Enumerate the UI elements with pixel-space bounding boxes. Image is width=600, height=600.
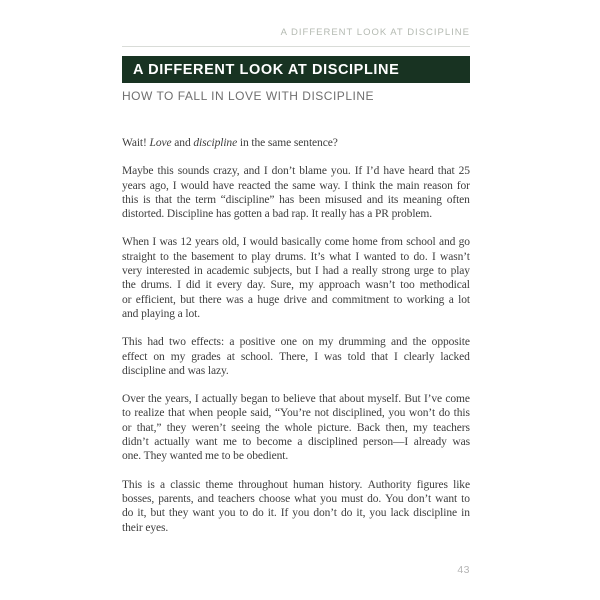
text-line: to realize that when people said, “You’re not disciplined, you won’t do this <box>122 407 470 420</box>
chapter-title: A DIFFERENT LOOK AT DISCIPLINE <box>133 61 400 78</box>
text-line: and playing a lot. <box>122 307 201 320</box>
text-line: Over the years, I actually began to believe that about myself. But I’ve come <box>122 393 470 406</box>
text-line: this is that the term “discipline” has been misused and its meaning often <box>122 193 470 206</box>
paragraph <box>122 392 470 463</box>
text-line: or efficient, but there was a huge drive and commitment to working a lot <box>122 293 470 306</box>
paragraph <box>122 164 470 221</box>
body-text <box>122 136 470 549</box>
text-line: years ago, I would have reacted the same way. I think the main reason for <box>122 179 470 192</box>
text-line: Maybe this sounds crazy, and I don’t blame you. If I’d have heard that 25 <box>122 165 470 178</box>
paragraph <box>122 478 470 535</box>
text-line: discipline and was lazy. <box>122 364 229 377</box>
paragraph <box>122 136 470 150</box>
text-line: do it, but they want you to do it. If you don’t do it, you lack discipline in <box>122 507 470 520</box>
text-line: the drums. I did it every day. Sure, my approach wasn’t too methodical <box>122 279 470 292</box>
text-line: bosses, parents, and teachers choose what you must do. You don’t want to <box>122 492 470 505</box>
text-line: one. They wanted me to be obedient. <box>122 450 289 463</box>
chapter-title-banner <box>122 56 470 83</box>
running-header: A DIFFERENT LOOK AT DISCIPLINE <box>280 27 470 38</box>
text-line: effect on my grades at school. There, I was told that I clearly lacked <box>122 350 470 363</box>
text-line: This is a classic theme throughout human history. Authority figures like <box>122 478 470 491</box>
text-line: very interested in academic subjects, but I had a really strong urge to play <box>122 265 470 278</box>
text-line: or that,” they weren’t seeing the whole picture. Back then, my teachers <box>122 421 470 434</box>
page-number: 43 <box>457 564 470 576</box>
text-line: This had two effects: a positive one on my drumming and the opposite <box>122 336 470 349</box>
text-line: didn’t actually want me to become a disciplined person—I already was <box>122 436 470 449</box>
text-line: When I was 12 years old, I would basically come home from school and go <box>122 236 470 249</box>
text-line: Wait! Love and discipline in the same sentence? <box>122 137 338 149</box>
paragraph <box>122 235 470 321</box>
chapter-subtitle: HOW TO FALL IN LOVE WITH DISCIPLINE <box>122 89 374 103</box>
header-rule <box>122 46 470 47</box>
paragraph <box>122 335 470 378</box>
text-line: their eyes. <box>122 521 169 534</box>
text-line: straight to the basement to play drums. It’s what I wanted to do. I wasn’t <box>122 250 470 263</box>
text-line: distorted. Discipline has gotten a bad rap. It really has a PR problem. <box>122 208 433 221</box>
